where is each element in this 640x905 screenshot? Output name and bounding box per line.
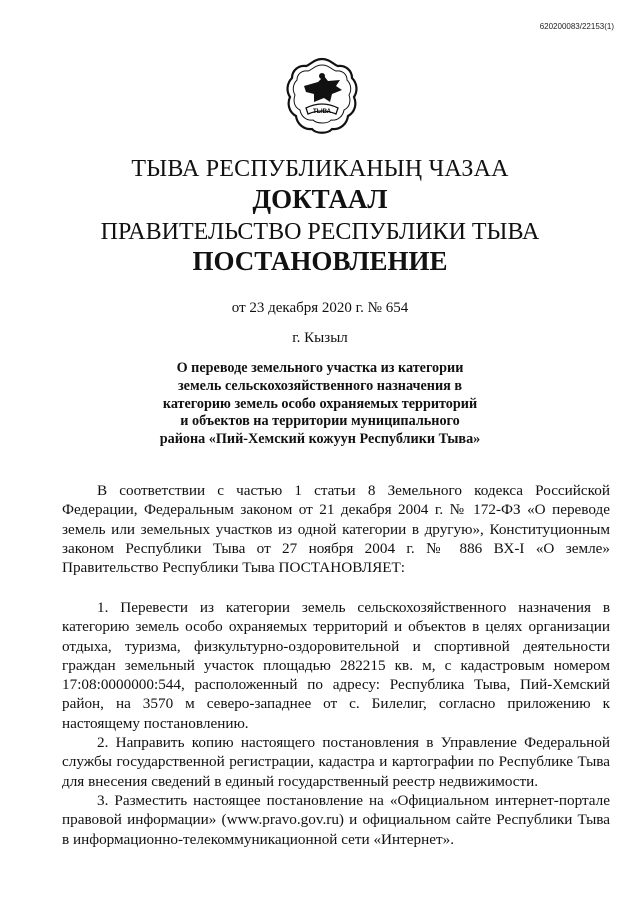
document-date: от 23 декабря 2020 г. № 654 xyxy=(231,300,409,316)
title-line: района «Пий-Хемский кожуун Республики Тыва» xyxy=(159,431,481,448)
emblem-label: ТЫВА xyxy=(313,109,331,115)
header-doktaal: ДОКТААЛ xyxy=(252,184,388,214)
paragraph-text: 2. Направить копию настоящего постановления в Управление Федеральной службы государственной регистрации, кадастра и картографии по Республике Тыва для внесения сведений в единый государственный реестр недвижимости. xyxy=(62,734,610,790)
paragraph-text: В соответствии с частью 1 статьи 8 Земельного кодекса Российской Федерации, Федеральным законом от 21 декабря 2004 г. № 172-ФЗ «О переводе земель или земельных участков из одной категории в другую», Конституционным законом Республики Тыва от 27 ноября 2004 г. № 886 ВХ-I «О земле» Правительство Республики Тыва ПОСТАНОВЛЯЕТ: xyxy=(62,482,610,577)
coat-of-arms-emblem-icon xyxy=(284,56,360,138)
document-id: 620200083/22153(1) xyxy=(539,22,614,31)
document-city: г. Кызыл xyxy=(292,330,348,346)
title-line: категорию земель особо охраняемых территорий xyxy=(162,395,478,412)
title-line: О переводе земельного участка из категории xyxy=(176,360,464,376)
paragraph-text: 1. Перевести из категории земель сельскохозяйственного назначения в категорию земель особо охраняемых территорий и объектов в целях организации отдыха, туризма, физкультурно-оздоровительной и спортивной деятельности граждан земельный участок площадью 282215 кв. м, с кадастровым номером 17:08:0000000:544, расположенный по адресу: Республика Тыва, Пий-Хемский район, на 3570 м северо-западнее от с. Билелиг, согласно приложению к настоящему постановлению. xyxy=(62,599,610,732)
title-line: и объектов на территории муниципального xyxy=(180,413,460,430)
document-title xyxy=(0,360,640,449)
clause-3-paragraph xyxy=(62,791,610,849)
header-resolution: ПОСТАНОВЛЕНИЕ xyxy=(192,246,448,276)
preamble-paragraph xyxy=(62,481,610,577)
title-line: земель сельскохозяйственного назначения в xyxy=(177,377,463,394)
header-tuvan-government: ТЫВА РЕСПУБЛИКАНЫҢ ЧАЗАА xyxy=(131,156,509,182)
clause-1-paragraph xyxy=(62,598,610,733)
paragraph-text: 3. Разместить настоящее постановление на «Официальном интернет-портале правовой информации» (www.pravo.gov.ru) и официальном сайте Республики Тыва в информационно-телекоммуникационной сети «Интернет». xyxy=(62,792,610,848)
header-government: ПРАВИТЕЛЬСТВО РЕСПУБЛИКИ ТЫВА xyxy=(100,219,540,245)
clause-2-paragraph xyxy=(62,733,610,791)
